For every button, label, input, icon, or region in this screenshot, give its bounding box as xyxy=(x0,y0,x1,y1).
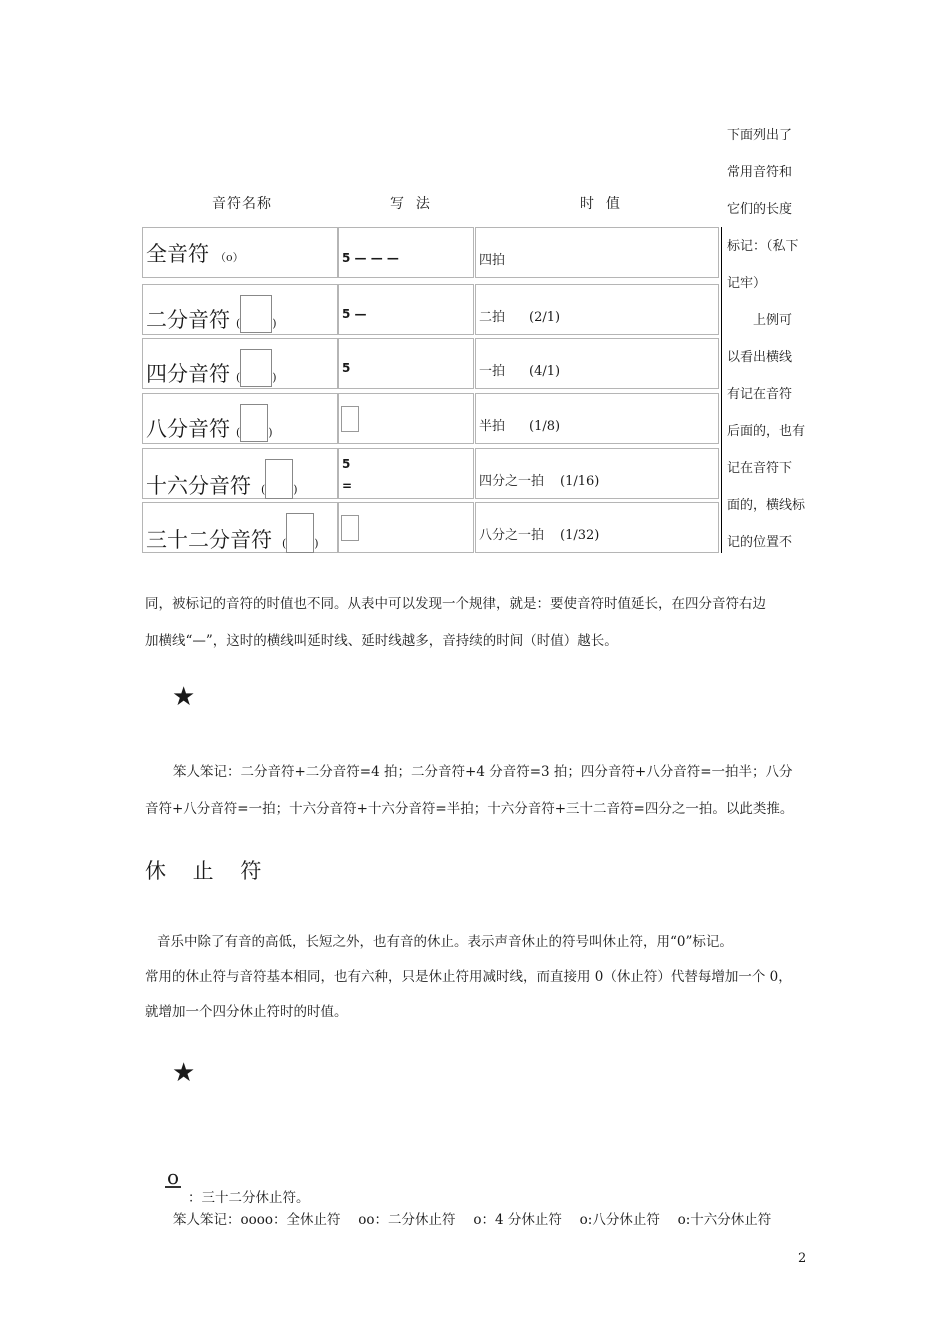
star-icon: ★ xyxy=(172,682,196,712)
duration-value: 八分之一拍 xyxy=(479,528,545,543)
thirty-second-rest-icon: o xyxy=(167,1165,180,1189)
text-line: 同，被标记的音符的时值也不同。从表中可以发现一个规律，就是：要使音符时值延长，在四分音符右边 xyxy=(145,596,766,612)
section-heading: 休 止 符 xyxy=(145,859,272,883)
cell-writing xyxy=(338,502,474,553)
table-row xyxy=(142,338,719,391)
quarter-note-icon xyxy=(240,349,272,387)
half-note-icon xyxy=(240,295,272,333)
header-writing: 写 法 xyxy=(390,196,431,212)
text-line: 加横线“—”，这时的横线叫延时线、延时线越多，音持续的时间（时值）越长。 xyxy=(145,633,618,649)
writing-value: 5 xyxy=(342,361,351,375)
duration-value: 一拍 xyxy=(479,364,506,379)
writing-value: 5 — xyxy=(342,307,367,321)
cell-writing xyxy=(338,448,474,499)
paragraph-rests xyxy=(145,925,815,1030)
cell-name: 二分音符 ( ) xyxy=(142,284,338,335)
note-name: 八分音符 xyxy=(146,417,230,441)
duration-fraction: (1/16) xyxy=(560,474,600,489)
text-line: 音乐中除了有音的高低，长短之外，也有音的休止。表示声音休止的符号叫休止符，用“0”标记。 xyxy=(157,934,733,950)
sixteenth-note-icon xyxy=(265,459,293,499)
cell-writing xyxy=(338,393,474,444)
note-name: 二分音符 xyxy=(146,308,230,332)
writing-symbol-icon xyxy=(341,406,359,432)
writing-value: 5 — — — xyxy=(342,251,399,265)
duration-fraction: (4/1) xyxy=(529,364,561,379)
duration-fraction: (1/32) xyxy=(560,528,600,543)
table-row xyxy=(142,284,719,337)
thirty-second-note-icon xyxy=(286,513,314,553)
cell-duration xyxy=(475,338,719,389)
eighth-note-icon xyxy=(240,404,268,442)
table-row xyxy=(142,448,719,501)
text-line: 常用的休止符与音符基本相同，也有六种，只是休止符用减时线，而直接用 0（休止符）代替每增加一个 0， xyxy=(145,969,792,985)
duration-value: 半拍 xyxy=(479,419,506,434)
cell-name: 三十二分音符 ( ) xyxy=(142,502,338,553)
table-row xyxy=(142,502,719,555)
cell-duration xyxy=(475,448,719,499)
writing-underline: = xyxy=(342,479,353,493)
side-line: 常用音符和 xyxy=(727,165,793,180)
cell-writing xyxy=(338,338,474,389)
header-duration: 时 值 xyxy=(580,196,621,212)
side-line: 记牢） xyxy=(727,276,767,291)
cell-name: 十六分音符 ( ) xyxy=(142,448,338,499)
cell-duration xyxy=(475,502,719,553)
table-row xyxy=(142,227,719,280)
page-number: 2 xyxy=(798,1251,807,1266)
divider-line xyxy=(721,227,722,553)
side-line: 记在音符下 xyxy=(727,461,793,476)
paragraph-duration-rule xyxy=(145,586,815,660)
side-line: 记的位置不 xyxy=(727,535,793,550)
duration-value: 四分之一拍 xyxy=(479,474,545,489)
writing-symbol-icon xyxy=(341,515,359,541)
whole-note-icon: o xyxy=(226,251,233,264)
cell-writing xyxy=(338,284,474,335)
memo-notes xyxy=(145,754,815,828)
header-note-name: 音符名称 xyxy=(212,196,272,212)
note-name: 四分音符 xyxy=(146,362,230,386)
side-line: 标记：（私下 xyxy=(727,239,799,254)
cell-duration xyxy=(475,284,719,335)
note-name: 三十二分音符 xyxy=(146,528,272,552)
side-line: 下面列出了 xyxy=(727,128,793,143)
note-name: 全音符 xyxy=(146,242,209,266)
writing-value: 5 xyxy=(342,457,351,471)
cell-name: 全音符 （o） xyxy=(142,227,338,278)
duration-fraction: (1/8) xyxy=(529,419,561,434)
side-line: 它们的长度 xyxy=(727,202,793,217)
table-row xyxy=(142,393,719,446)
side-note xyxy=(727,117,817,561)
side-line: 以看出横线 xyxy=(727,350,793,365)
cell-duration xyxy=(475,227,719,278)
duration-value: 四拍 xyxy=(479,253,506,268)
cell-name: 四分音符 ( ) xyxy=(142,338,338,389)
text-line: ：三十二分休止符。 xyxy=(188,1190,310,1206)
star-icon: ★ xyxy=(172,1058,196,1088)
duration-value: 二拍 xyxy=(479,310,506,325)
text-line: 笨人笨记：二分音符+二分音符=4 拍；二分音符+4 分音符=3 拍；四分音符+八分音符=一拍半；八分 xyxy=(173,764,793,780)
side-line: 后面的，也有 xyxy=(727,424,806,439)
text-line: 笨人笨记：oooo：全休止符 oo：二分休止符 o：4 分休止符 o:八分休止符 o:十六分休止符 xyxy=(173,1212,772,1228)
side-line: 面的，横线标 xyxy=(727,498,806,513)
side-line: 有记在音符 xyxy=(727,387,793,402)
note-name: 十六分音符 xyxy=(146,474,251,498)
side-line: 上例可 xyxy=(753,313,793,328)
cell-name: 八分音符 ( ) xyxy=(142,393,338,444)
cell-duration xyxy=(475,393,719,444)
cell-writing xyxy=(338,227,474,278)
text-line: 音符+八分音符=一拍；十六分音符+十六分音符=半拍；十六分音符+三十二音符=四分之一拍。以此类推。 xyxy=(145,801,794,817)
duration-fraction: (2/1) xyxy=(529,310,561,325)
text-line: 就增加一个四分休止符时的时值。 xyxy=(145,1004,348,1020)
